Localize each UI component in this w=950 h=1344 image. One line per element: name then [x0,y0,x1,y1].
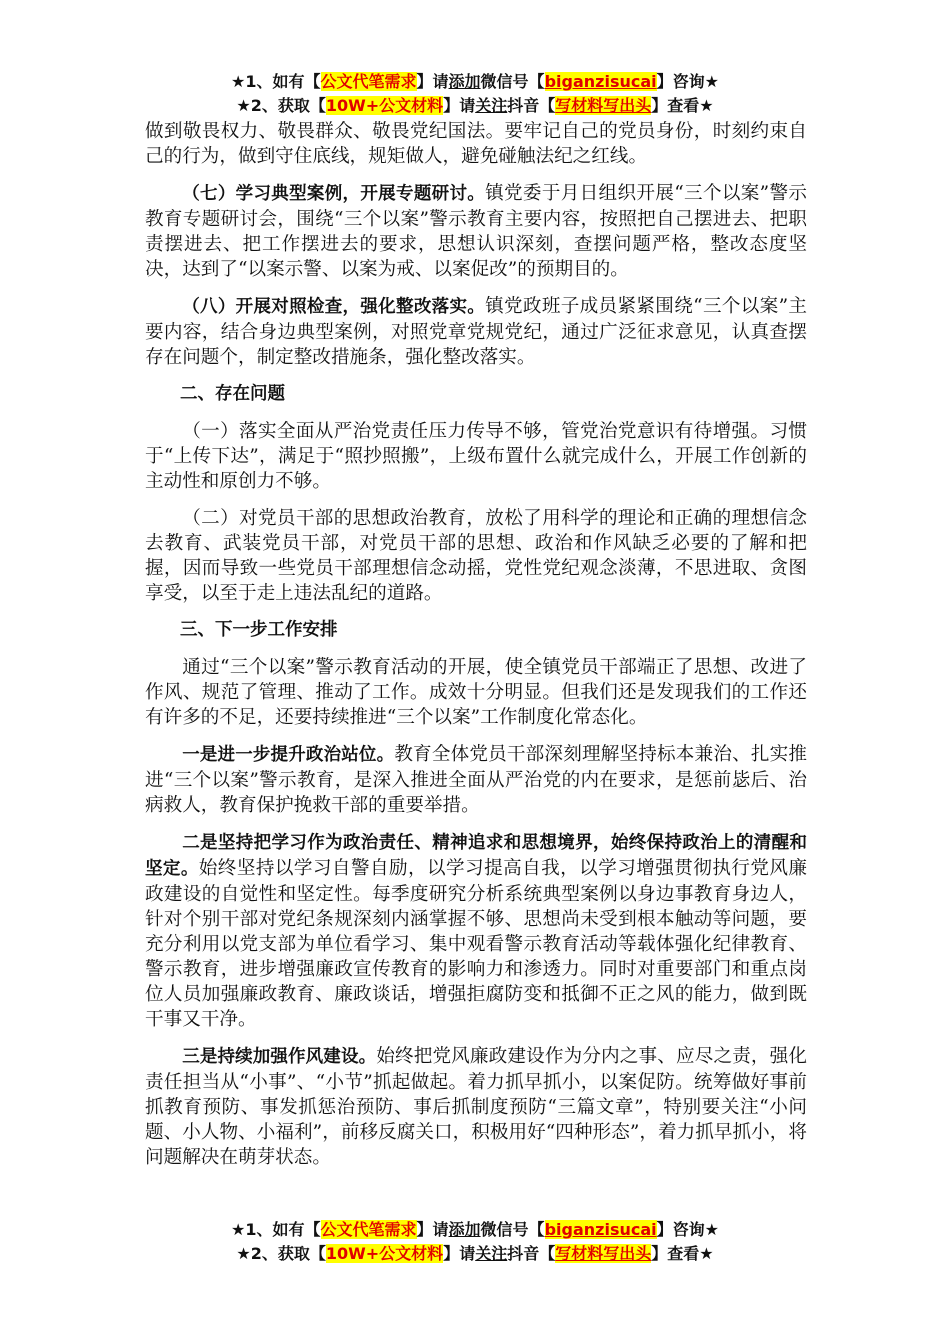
paragraph-text: （二）对党员干部的思想政治教育，放松了用科学的理论和正确的理想信念去教育、武装党员干部，对党员干部的思想、政治和作风缺乏必要的了解和把握，因而导致一些党员干部理想信念动摇，党性党纪观念淡薄，不思进取、贪图享受，以至于走上违法乱纪的道路。 [145,508,807,604]
underlined-text: 添加 [448,72,481,91]
paragraph-text: 教育全体党员干部深刻理解坚持标本兼治、扎实推进“三个以案”警示教育，是深入推进全面从严治党的内在要求，是惩前毖后、治病救人，教育保护挽救干部的重要举措。 [145,744,807,816]
text: 】查看★ [651,1244,714,1263]
paragraph-text: 始终把党风廉政建设作为分内之事、应尽之责，强化责任担当从“小事”、“小节”抓起做起。着力抓早抓小，以案促防。统筹做好事前抓教育预防、事发抓惩治预防、事后抓制度预防“三篇文章”，特别要关注“小问题、小人物、小福利”，前移反腐关口，积极用好“四种形态”，着力抓早抓小，将问题解决在萌芽状态。 [145,1046,807,1168]
text: 】请 [443,96,476,115]
section-heading: 二、存在问题 [180,384,285,404]
paragraph [145,506,807,606]
text: 】咨询★ [656,1220,719,1239]
underlined-text: 关注 [475,1244,508,1263]
paragraph-lead: 一是进一步提升政治站位。 [182,745,395,765]
douyin-account: 写材料写出头 [555,1244,652,1263]
douyin-account: 写材料写出头 [555,96,652,115]
text: 抖音【 [507,96,556,115]
text: 】查看★ [651,96,714,115]
paragraph [145,655,807,730]
bottom-banner [0,1218,950,1266]
highlight: 公文代笔需求 [320,1220,417,1239]
text: ★1、如有【 [231,72,321,91]
paragraph [145,181,807,282]
paragraph [145,742,807,818]
paragraph-lead: 三是持续加强作风建设。 [182,1047,377,1067]
banner-line-2 [0,94,950,118]
text: 微信号【 [480,72,545,91]
highlight: 公文代笔需求 [320,72,417,91]
text: 微信号【 [480,1220,545,1239]
paragraph-text: 镇党政班子成员紧紧围绕“三个以案”主要内容，结合身边典型案例，对照党章党规党纪，通过广泛征求意见，认真查摆存在问题个，制定整改措施条，强化整改落实。 [145,296,808,368]
paragraph-lead: （八）开展对照检查，强化整改落实。 [182,297,486,317]
paragraph-text: 通过“三个以案”警示教育活动的开展，使全镇党员干部端正了思想、改进了作风、规范了管理、推动了工作。成效十分明显。但我们还是发现我们的工作还有许多的不足，还要持续推进“三个以案”工作制度化常态化。 [145,657,807,728]
wechat-id: biganzisucai [544,1220,657,1239]
paragraph [145,119,807,169]
text: 】请 [443,1244,476,1263]
paragraph [145,419,807,494]
document-body [145,119,807,1182]
text: ★1、如有【 [231,1220,321,1239]
top-banner [0,70,950,118]
section-heading: 三、下一步工作安排 [180,620,338,640]
banner-line-1 [0,1218,950,1242]
paragraph [145,1044,807,1170]
text: ★2、获取【 [236,1244,326,1263]
text: 抖音【 [507,1244,556,1263]
banner-line-2 [0,1242,950,1266]
paragraph-text: 始终坚持以学习自警自励，以学习提高自我，以学习增强贯彻执行党风廉政建设的自觉性和坚定性。每季度研究分析系统典型案例以身边事教育身边人，针对个别干部对党纪条规深刻内涵掌握不够、思想尚未受到根本触动等问题，要充分利用以党支部为单位看学习、集中观看警示教育活动等载体强化纪律教育、警示教育，进步增强廉政宣传教育的影响力和渗透力。同时对重要部门和重点岗位人员加强廉政教育、廉政谈话，增强拒腐防变和抵御不正之风的能力，做到既干事又干净。 [145,858,807,1030]
underlined-text: 关注 [475,96,508,115]
text: 】咨询★ [656,72,719,91]
banner-line-1 [0,70,950,94]
text: ★2、获取【 [236,96,326,115]
text: 】请 [416,72,449,91]
wechat-id: biganzisucai [544,72,657,91]
highlight: 10W+公文材料 [325,1244,444,1263]
text: 】请 [416,1220,449,1239]
paragraph [145,830,807,1032]
paragraph-text: （一）落实全面从严治党责任压力传导不够，管党治党意识有待增强。习惯于“上传下达”，满足于“照抄照搬”，上级布置什么就完成什么，开展工作创新的主动性和原创力不够。 [145,421,807,492]
paragraph-lead: （七）学习典型案例，开展专题研讨。 [182,184,486,204]
paragraph-text: 镇党委于月日组织开展“三个以案”警示教育专题研讨会，围绕“三个以案”警示教育主要内容，按照把自己摆进去、把职责摆进去、把工作摆进去的要求，思想认识深刻，查摆问题严格，整改态度坚决，达到了“以案示警、以案为戒、以案促改”的预期目的。 [145,183,808,280]
highlight: 10W+公文材料 [325,96,444,115]
paragraph-lead: 二是坚持把学习作为政治责任、精神追求和思想境界，始终保持政治上的清醒和坚定。 [145,833,807,879]
underlined-text: 添加 [448,1220,481,1239]
paragraph [145,294,807,370]
paragraph-text: 做到敬畏权力、敬畏群众、敬畏党纪国法。要牢记自己的党员身份，时刻约束自己的行为，做到守住底线，规矩做人，避免碰触法纪之红线。 [145,121,807,167]
